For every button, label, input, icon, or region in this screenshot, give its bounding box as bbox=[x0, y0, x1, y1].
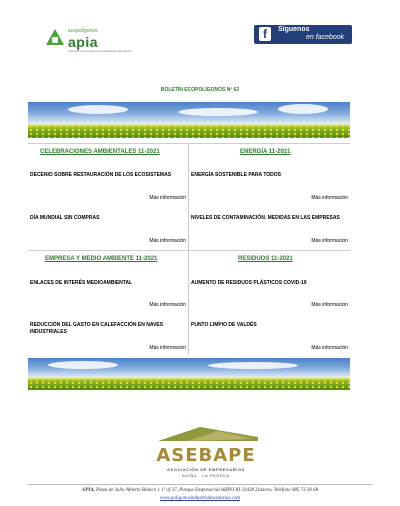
bulletin-title: BOLETÍN ECOPOLÍGONOS Nº 62 bbox=[160, 87, 240, 93]
facebook-follow-button[interactable] bbox=[254, 25, 352, 44]
apia-logo-mark-icon bbox=[46, 29, 64, 45]
divider-top bbox=[28, 143, 350, 144]
section-heading-energia[interactable]: ENERGÍA 11-2021 bbox=[240, 149, 291, 155]
article-title-energia-sostenible: ENERGÍA SOSTENIBLE PARA TODOS bbox=[191, 172, 282, 178]
more-info-link[interactable]: Más información bbox=[149, 238, 186, 244]
asebape-roof-icon bbox=[158, 425, 258, 441]
section-heading-celebraciones[interactable]: CELEBRACIONES AMBIENTALES 11-2021 bbox=[40, 149, 160, 155]
footer-divider bbox=[28, 484, 372, 485]
article-title-punto-limpio: PUNTO LIMPIO DE VALDÉS bbox=[191, 322, 257, 328]
meadow-banner-top bbox=[28, 102, 350, 138]
section-heading-residuos[interactable]: RESIDUOS 11-2021 bbox=[238, 256, 293, 262]
footer-website-link[interactable]: www.poligonosindustrialesasturias.com bbox=[160, 496, 240, 501]
asebape-name: ASEBAPE bbox=[156, 445, 256, 466]
more-info-link[interactable]: Más información bbox=[149, 345, 186, 351]
logo-name: apia bbox=[68, 34, 99, 50]
logo-tagline: ecopolígonos bbox=[68, 28, 98, 34]
article-title-niveles-contaminacion: NIVELES DE CONTAMINACIÓN. MEDIDAS EN LAS EMPRESAS bbox=[191, 215, 340, 221]
footer-phone: Teléfono 985 73 20 68 bbox=[273, 488, 319, 493]
asebape-line1: ASOCIACIÓN DE EMPRESARIOS bbox=[167, 467, 245, 472]
article-title-enlaces: ENLACES DE INTERÉS MEDIOAMBIENTAL bbox=[30, 280, 133, 286]
meadow-banner-bottom bbox=[28, 358, 350, 390]
logo-subtitle: Asociación de polígonos industriales asturianos bbox=[68, 49, 132, 53]
more-info-link[interactable]: Más información bbox=[311, 302, 348, 308]
footer-address bbox=[0, 488, 400, 493]
more-info-link[interactable]: Más información bbox=[311, 195, 348, 201]
more-info-link[interactable]: Más información bbox=[149, 302, 186, 308]
divider-middle bbox=[28, 250, 350, 251]
section-heading-empresa[interactable]: EMPRESA Y MEDIO AMBIENTE 11-2021 bbox=[45, 256, 158, 262]
asebape-line2: BAIÑA · LA PEREDA bbox=[182, 473, 230, 478]
more-info-link[interactable]: Más información bbox=[311, 345, 348, 351]
facebook-line1: Síguenos bbox=[278, 26, 310, 33]
footer-org: APIA, bbox=[81, 488, 95, 493]
facebook-icon: f bbox=[259, 27, 271, 41]
facebook-line2: en facebook bbox=[306, 34, 345, 41]
article-title-decenio: DECENIO SOBRE RESTAURACIÓN DE LOS ECOSISTEMAS bbox=[30, 172, 172, 178]
footer-street: Plaza de Julio Alberto Blanco 1 1º of 37, Parque Empresarial AIIPO III 33428 Llanera. bbox=[96, 488, 273, 493]
more-info-link[interactable]: Más información bbox=[149, 195, 186, 201]
more-info-link[interactable]: Más información bbox=[311, 238, 348, 244]
asebape-logo[interactable] bbox=[150, 425, 262, 485]
apia-logo[interactable] bbox=[46, 27, 132, 55]
article-title-dia-sin-compras: DÍA MUNDIAL SIN COMPRAS bbox=[30, 215, 100, 221]
article-title-residuos-plasticos: AUMENTO DE RESIDUOS PLÁSTICOS COVID-19 bbox=[191, 280, 307, 286]
article-title-reduccion-gasto: REDUCCIÓN DEL GASTO EN CALEFACCIÓN EN NAVES INDUSTRIALES bbox=[30, 322, 164, 335]
